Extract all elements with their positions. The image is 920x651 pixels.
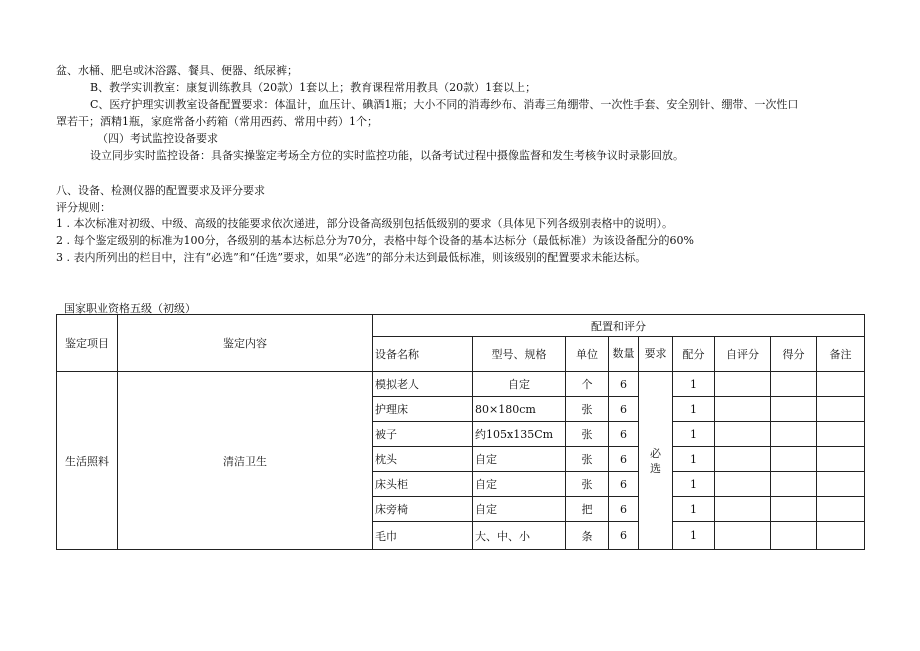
equipment-score: 1 [673, 497, 715, 522]
points-cell [771, 422, 817, 447]
self-score-cell [715, 497, 771, 522]
header-col-unit: 单位 [566, 337, 609, 372]
equipment-name: 床头柜 [373, 472, 473, 497]
points-cell [771, 447, 817, 472]
header-col-remark: 备注 [817, 337, 865, 372]
section-eight-heading: 八、设备、检测仪器的配置要求及评分要求 [56, 184, 265, 197]
equipment-qty: 6 [609, 522, 639, 550]
equipment-spec: 80×180cm [473, 397, 566, 422]
self-score-cell [715, 472, 771, 497]
self-score-cell [715, 522, 771, 550]
section-monitoring-heading: （四）考试监控设备要求 [97, 132, 218, 145]
equipment-name: 枕头 [373, 447, 473, 472]
points-cell [771, 497, 817, 522]
equipment-name: 护理床 [373, 397, 473, 422]
points-cell [771, 472, 817, 497]
equipment-unit: 张 [566, 472, 609, 497]
table-row [57, 372, 865, 397]
requirement-cell [639, 372, 673, 550]
equipment-name: 模拟老人 [373, 372, 473, 397]
equipment-spec: 自定 [473, 447, 566, 472]
equipment-score: 1 [673, 447, 715, 472]
header-col-spec: 型号、规格 [473, 337, 566, 372]
self-score-cell [715, 397, 771, 422]
remark-cell [817, 447, 865, 472]
header-config-group: 配置和评分 [373, 315, 865, 337]
equipment-spec: 自定 [473, 372, 566, 397]
equipment-name: 毛巾 [373, 522, 473, 550]
equipment-score: 1 [673, 397, 715, 422]
rule-2: 2 . 每个鉴定级别的标准为100分，各级别的基本达标总分为70分，表格中每个设备的基本达标分（最低标准）为该设备配分的60% [56, 234, 694, 247]
points-cell [771, 397, 817, 422]
para-medical-classroom-cont: 罩若干；酒精1瓶，家庭常备小药箱（常用西药、常用中药）1个； [56, 115, 378, 128]
header-col-score: 配分 [673, 337, 715, 372]
equipment-qty: 6 [609, 447, 639, 472]
equipment-spec: 约105x135Cm [473, 422, 566, 447]
equipment-unit: 张 [566, 447, 609, 472]
header-col-requirement: 要求 [639, 337, 673, 372]
points-cell [771, 372, 817, 397]
header-item: 鉴定项目 [57, 315, 118, 372]
equipment-score: 1 [673, 472, 715, 497]
remark-cell [817, 497, 865, 522]
table-header-row-1 [57, 315, 865, 337]
equipment-score: 1 [673, 422, 715, 447]
remark-cell [817, 422, 865, 447]
equipment-name: 床旁椅 [373, 497, 473, 522]
equipment-score: 1 [673, 522, 715, 550]
equipment-qty: 6 [609, 397, 639, 422]
header-col-name: 设备名称 [373, 337, 473, 372]
equipment-qty: 6 [609, 497, 639, 522]
para-medical-classroom: C、医疗护理实训教室设备配置要求：体温计，血压计、碘酒1瓶；大小不同的消毒纱布、消毒三角绷带、一次性手套、安全别针、绷带、一次性口 [90, 98, 799, 111]
equipment-unit: 张 [566, 397, 609, 422]
equipment-qty: 6 [609, 472, 639, 497]
equipment-unit: 条 [566, 522, 609, 550]
header-col-points: 得分 [771, 337, 817, 372]
para-monitoring: 设立同步实时监控设备：具备实操鉴定考场全方位的实时监控功能，以备考试过程中摄像监督和发生考核争议时录影回放。 [90, 149, 684, 162]
equipment-qty: 6 [609, 372, 639, 397]
table-caption: 国家职业资格五级（初级） [64, 302, 196, 315]
content-cell: 清洁卫生 [118, 372, 373, 550]
self-score-cell [715, 372, 771, 397]
equipment-name: 被子 [373, 422, 473, 447]
scoring-rules-label: 评分规则： [56, 201, 111, 214]
rule-3: 3 . 表内所列出的栏目中，注有“必选”和“任选”要求，如果“必选”的部分未达到最低标准，则该级别的配置要求未能达标。 [56, 251, 647, 264]
points-cell [771, 522, 817, 550]
equipment-table [56, 314, 865, 550]
header-col-self-score: 自评分 [715, 337, 771, 372]
self-score-cell [715, 422, 771, 447]
self-score-cell [715, 447, 771, 472]
item-cell: 生活照料 [57, 372, 118, 550]
equipment-score: 1 [673, 372, 715, 397]
equipment-qty: 6 [609, 422, 639, 447]
rule-1: 1 . 本次标准对初级、中级、高级的技能要求依次递进，部分设备高级别包括低级别的要求（具体见下列各级别表格中的说明）。 [56, 217, 673, 230]
equipment-spec: 自定 [473, 472, 566, 497]
para-teaching-classroom: B、教学实训教室：康复训练教具（20款）1套以上；教育课程常用教具（20款）1套以上； [90, 81, 537, 94]
para-items-list: 盆、水桶、肥皂或沐浴露、餐具、便器、纸尿裤； [56, 64, 298, 77]
requirement-text: 必选 [650, 446, 661, 475]
header-col-qty: 数量 [609, 337, 639, 372]
equipment-unit: 把 [566, 497, 609, 522]
equipment-unit: 个 [566, 372, 609, 397]
remark-cell [817, 372, 865, 397]
remark-cell [817, 522, 865, 550]
equipment-spec: 大、中、小 [473, 522, 566, 550]
equipment-spec: 自定 [473, 497, 566, 522]
remark-cell [817, 472, 865, 497]
remark-cell [817, 397, 865, 422]
equipment-unit: 张 [566, 422, 609, 447]
header-content: 鉴定内容 [118, 315, 373, 372]
